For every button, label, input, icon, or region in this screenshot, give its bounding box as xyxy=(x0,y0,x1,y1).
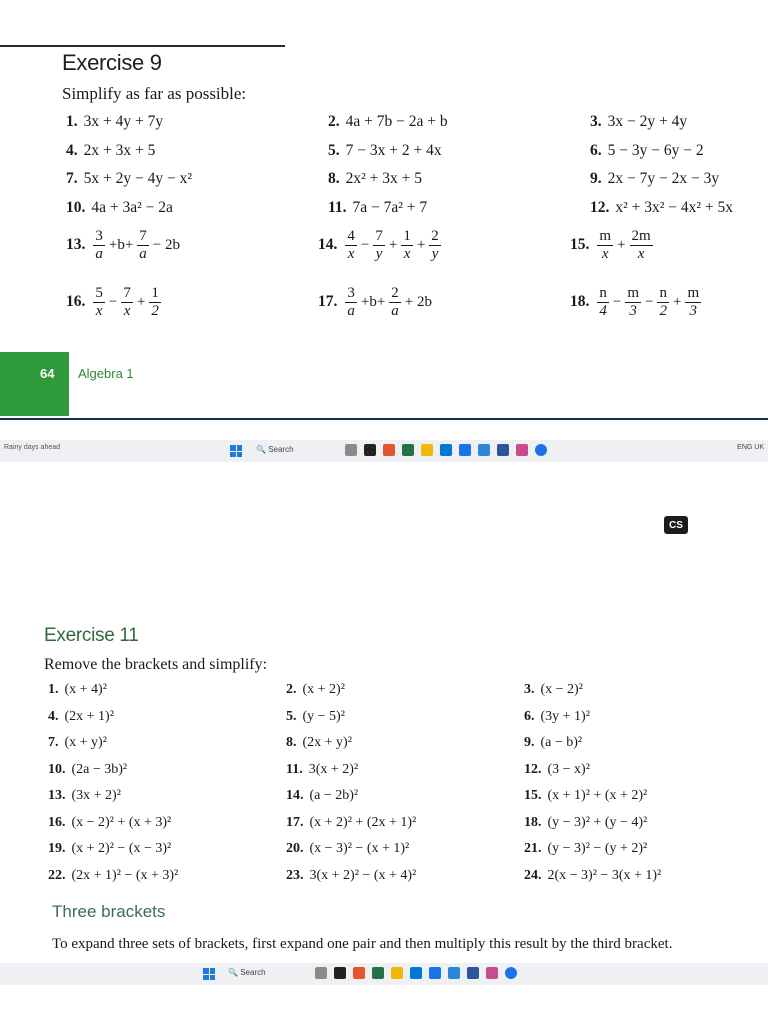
numerator: 7 xyxy=(375,228,383,244)
problem-number: 22. xyxy=(48,867,66,883)
problem-number: 8. xyxy=(328,170,340,187)
problem-number: 18. xyxy=(524,814,542,830)
fraction xyxy=(93,285,105,319)
ex9-problem-1 xyxy=(66,113,163,131)
problem-number: 13. xyxy=(48,788,66,803)
problem-number: 24. xyxy=(524,867,542,883)
problem-number: 3. xyxy=(590,113,602,130)
ex9-problem-4 xyxy=(66,142,155,160)
problem-number: 19. xyxy=(48,841,66,856)
app-icon[interactable] xyxy=(334,967,346,979)
browser-icon[interactable] xyxy=(429,967,441,979)
operator: − xyxy=(360,236,370,253)
ex9-problem-3 xyxy=(590,113,687,131)
ex11-problem-12 xyxy=(524,762,590,778)
ex11-problem-22 xyxy=(48,868,178,884)
page-number-band xyxy=(0,352,69,416)
problem-expression: 2(x − 3)² − 3(x + 1)² xyxy=(547,867,662,883)
numerator: 3 xyxy=(347,285,355,301)
ex9-problem-15 xyxy=(570,228,655,262)
operator: +b+ xyxy=(108,236,134,253)
denominator: y xyxy=(431,245,439,262)
system-tray-lang[interactable]: ENG UK xyxy=(737,444,764,451)
numerator: 3 xyxy=(95,228,103,244)
problem-expression: x² + 3x² − 4x² + 5x xyxy=(615,198,734,216)
problem-number: 3. xyxy=(524,682,535,697)
problem-expression: (y − 5)² xyxy=(302,708,345,724)
ex9-problem-7 xyxy=(66,170,192,188)
ex11-problem-18 xyxy=(524,815,647,831)
ex11-problem-2 xyxy=(286,682,345,698)
numerator: 1 xyxy=(403,228,411,244)
footer-rule xyxy=(0,418,768,420)
problem-number: 6. xyxy=(524,708,535,724)
exercise-11-instruction: Remove the brackets and simplify: xyxy=(44,656,268,673)
problem-expression: (x − 3)² − (x + 1)² xyxy=(309,841,410,856)
denominator: 3 xyxy=(689,302,698,319)
ex9-problem-6 xyxy=(590,142,704,160)
problem-expression xyxy=(343,228,442,262)
problem-number: 17. xyxy=(318,293,338,310)
app-icon-2[interactable] xyxy=(516,444,528,456)
operator: + xyxy=(136,293,146,310)
fraction xyxy=(389,285,401,319)
problem-expression xyxy=(595,285,703,319)
problem-expression: (x − 2)² xyxy=(540,682,583,697)
fraction xyxy=(630,228,653,262)
problem-expression: (a − b)² xyxy=(540,735,583,750)
exercise-11-title: Exercise 11 xyxy=(44,625,139,646)
problem-number: 2. xyxy=(286,682,297,697)
three-brackets-text: To expand three sets of brackets, first expand one pair and then multiply this result by the third bracket. xyxy=(52,936,673,952)
operator: − xyxy=(108,293,118,310)
fraction xyxy=(597,285,609,319)
problem-number: 2. xyxy=(328,113,340,130)
denominator: x xyxy=(403,245,411,262)
browser-icon[interactable] xyxy=(459,444,471,456)
ex11-problem-17 xyxy=(286,815,416,831)
ex9-problem-13 xyxy=(66,228,182,262)
operator: − xyxy=(612,293,622,310)
ex9-problem-9 xyxy=(590,170,719,188)
numerator: m xyxy=(627,285,640,301)
taskbar-app-icons xyxy=(315,967,517,979)
ex11-problem-23 xyxy=(286,868,416,884)
ex9-problem-10 xyxy=(66,199,173,217)
problem-number: 11. xyxy=(328,198,347,216)
fraction xyxy=(685,285,701,319)
problem-number: 4. xyxy=(48,708,59,724)
denominator: x xyxy=(637,245,645,262)
denominator: x xyxy=(95,302,103,319)
photos-icon[interactable] xyxy=(410,967,422,979)
search-label: Search xyxy=(240,968,266,977)
ex11-problem-16 xyxy=(48,815,171,831)
problem-number: 10. xyxy=(66,198,86,216)
problem-expression: (x − 2)² + (x + 3)² xyxy=(71,814,172,830)
problem-number: 12. xyxy=(590,198,610,216)
photos-icon[interactable] xyxy=(440,444,452,456)
denominator: a xyxy=(95,245,103,262)
fraction xyxy=(93,228,105,262)
numerator: 7 xyxy=(139,228,147,244)
word-icon[interactable] xyxy=(467,967,479,979)
fraction xyxy=(373,228,385,262)
problem-expression: (x + 2)² + (2x + 1)² xyxy=(309,814,417,830)
numerator: 2 xyxy=(431,228,439,244)
fraction xyxy=(657,285,669,319)
edge-icon[interactable] xyxy=(448,967,460,979)
problem-expression: 4a + 3a² − 2a xyxy=(91,198,173,216)
ex9-problem-18 xyxy=(570,285,703,319)
weather-widget[interactable]: Rainy days ahead xyxy=(4,444,61,451)
denominator: a xyxy=(139,245,147,262)
ex11-problem-3 xyxy=(524,682,583,698)
ex11-problem-13 xyxy=(48,788,121,804)
exercise-9-instruction: Simplify as far as possible: xyxy=(62,84,247,103)
problem-number: 23. xyxy=(286,867,304,883)
ex11-problem-19 xyxy=(48,841,171,857)
problem-expression: 3(x + 2)² − (x + 4)² xyxy=(309,867,417,883)
operator: + 2b xyxy=(404,293,433,310)
problem-expression: (y − 3)² + (y − 4)² xyxy=(547,814,648,830)
problem-number: 6. xyxy=(590,141,602,159)
operator: + xyxy=(416,236,426,253)
windows-start-icon[interactable] xyxy=(203,968,215,980)
office-icon[interactable] xyxy=(353,967,365,979)
denominator: y xyxy=(375,245,383,262)
problem-number: 16. xyxy=(48,814,66,830)
problem-expression: 4a + 7b − 2a + b xyxy=(345,113,448,130)
problem-expression: (a − 2b)² xyxy=(309,788,359,803)
problem-number: 1. xyxy=(66,113,78,130)
operator: +b+ xyxy=(360,293,386,310)
problem-expression xyxy=(595,228,654,262)
office-icon[interactable] xyxy=(383,444,395,456)
denominator: x xyxy=(123,302,131,319)
fraction xyxy=(149,285,161,319)
ex9-problem-11 xyxy=(328,199,427,217)
app-icon[interactable] xyxy=(364,444,376,456)
ex11-problem-14 xyxy=(286,788,358,804)
problem-expression: (3 − x)² xyxy=(547,761,590,777)
ex11-problem-7 xyxy=(48,735,107,751)
denominator: a xyxy=(347,302,355,319)
problem-number: 21. xyxy=(524,841,542,856)
fraction xyxy=(401,228,413,262)
windows-start-icon[interactable] xyxy=(230,445,242,457)
denominator: x xyxy=(601,245,609,262)
operator: + xyxy=(388,236,398,253)
problem-number: 5. xyxy=(286,708,297,724)
fraction xyxy=(137,228,149,262)
numerator: 7 xyxy=(123,285,131,301)
numerator: n xyxy=(659,285,667,301)
search-label: Search xyxy=(268,445,294,454)
problem-number: 8. xyxy=(286,735,297,750)
ex9-problem-8 xyxy=(328,170,422,188)
problem-number: 7. xyxy=(66,170,78,187)
problem-number: 20. xyxy=(286,841,304,856)
numerator: 4 xyxy=(347,228,355,244)
problem-number: 5. xyxy=(328,141,340,159)
problem-number: 15. xyxy=(570,236,590,253)
word-icon[interactable] xyxy=(497,444,509,456)
folder-icon[interactable] xyxy=(391,967,403,979)
problem-expression: 3x + 4y + 7y xyxy=(83,113,164,130)
people-icon[interactable] xyxy=(345,444,357,456)
problem-expression: 7 − 3x + 2 + 4x xyxy=(345,141,442,159)
denominator: 2 xyxy=(659,302,667,319)
problem-number: 4. xyxy=(66,141,78,159)
ex11-problem-1 xyxy=(48,682,107,698)
ex9-problem-5 xyxy=(328,142,442,160)
problem-expression: 2x − 7y − 2x − 3y xyxy=(607,170,720,187)
chat-icon[interactable] xyxy=(535,444,547,456)
ex9-problem-14 xyxy=(318,228,443,262)
problem-number: 16. xyxy=(66,293,86,310)
ex11-problem-8 xyxy=(286,735,352,751)
denominator: 2 xyxy=(151,302,159,319)
problem-expression: (x + 1)² + (x + 2)² xyxy=(547,788,648,803)
operator: − xyxy=(645,293,654,310)
denominator: a xyxy=(391,302,399,319)
ex9-problem-2 xyxy=(328,113,448,131)
problem-number: 15. xyxy=(524,788,542,803)
problem-expression: (3x + 2)² xyxy=(71,788,121,803)
problem-number: 9. xyxy=(590,170,602,187)
numerator: 5 xyxy=(95,285,103,301)
problem-expression xyxy=(91,285,162,319)
problem-expression: (x + y)² xyxy=(64,735,107,750)
problem-number: 7. xyxy=(48,735,59,750)
fraction xyxy=(121,285,133,319)
numerator: m xyxy=(599,228,612,244)
operator: + xyxy=(672,293,682,310)
ex11-problem-4 xyxy=(48,709,114,725)
ex9-problem-16 xyxy=(66,285,163,319)
taskbar-search[interactable]: 🔍 Search xyxy=(256,445,294,454)
problem-expression: 2x + 3x + 5 xyxy=(83,141,156,159)
three-brackets-heading: Three brackets xyxy=(52,902,166,921)
ex9-problem-17 xyxy=(318,285,434,319)
taskbar-search[interactable]: 🔍 Search xyxy=(228,968,266,977)
denominator: 3 xyxy=(629,302,637,319)
chat-icon[interactable] xyxy=(505,967,517,979)
denominator: 4 xyxy=(599,302,607,319)
problem-expression xyxy=(343,285,434,319)
denominator: x xyxy=(347,245,355,262)
problem-number: 1. xyxy=(48,682,59,697)
numerator: m xyxy=(687,285,700,301)
app-icon-2[interactable] xyxy=(486,967,498,979)
problem-expression: 7a − 7a² + 7 xyxy=(352,198,428,216)
problem-expression: (x + 4)² xyxy=(64,682,107,697)
problem-number: 11. xyxy=(286,761,303,777)
fraction xyxy=(345,285,357,319)
ex11-problem-24 xyxy=(524,868,661,884)
problem-expression: (3y + 1)² xyxy=(540,708,590,724)
problem-expression: 3x − 2y + 4y xyxy=(607,113,688,130)
ex11-problem-10 xyxy=(48,762,127,778)
textbook-page-top xyxy=(0,0,768,468)
problem-number: 17. xyxy=(286,814,304,830)
edge-icon[interactable] xyxy=(478,444,490,456)
problem-number: 14. xyxy=(318,236,338,253)
problem-number: 14. xyxy=(286,788,304,803)
problem-number: 12. xyxy=(524,761,542,777)
problem-expression: (x + 2)² xyxy=(302,682,345,697)
people-icon[interactable] xyxy=(315,967,327,979)
ex11-problem-20 xyxy=(286,841,409,857)
problem-expression xyxy=(91,228,182,262)
excel-icon[interactable] xyxy=(402,444,414,456)
taskbar-app-icons xyxy=(345,444,547,456)
fraction xyxy=(345,228,357,262)
numerator: 2m xyxy=(631,228,651,244)
taskbar xyxy=(0,963,768,985)
ex11-problem-9 xyxy=(524,735,582,751)
problem-number: 9. xyxy=(524,735,535,750)
exercise-9-title: Exercise 9 xyxy=(62,50,162,75)
fraction xyxy=(429,228,441,262)
ex11-problem-6 xyxy=(524,709,590,725)
problem-number: 10. xyxy=(48,761,66,777)
top-rule xyxy=(0,45,285,47)
problem-expression: (y − 3)² − (y + 2)² xyxy=(547,841,648,856)
operator: + xyxy=(617,236,626,253)
numerator: 1 xyxy=(151,285,159,301)
problem-expression: 5 − 3y − 6y − 2 xyxy=(607,141,704,159)
problem-number: 13. xyxy=(66,236,86,253)
ex9-problem-12 xyxy=(590,199,733,217)
problem-expression: (x + 2)² − (x − 3)² xyxy=(71,841,172,856)
folder-icon[interactable] xyxy=(421,444,433,456)
numerator: n xyxy=(599,285,607,301)
fraction xyxy=(597,228,613,262)
ex11-problem-15 xyxy=(524,788,647,804)
excel-icon[interactable] xyxy=(372,967,384,979)
problem-expression: (2x + 1)² − (x + 3)² xyxy=(71,867,179,883)
ex11-problem-5 xyxy=(286,709,345,725)
problem-expression: 2x² + 3x + 5 xyxy=(345,170,423,187)
problem-number: 18. xyxy=(570,293,590,310)
ex11-problem-11 xyxy=(286,762,358,778)
numerator: 2 xyxy=(391,285,399,301)
problem-expression: (2a − 3b)² xyxy=(71,761,128,777)
page-number: 64 xyxy=(40,366,55,381)
problem-expression: 3(x + 2)² xyxy=(308,761,359,777)
fraction xyxy=(625,285,641,319)
problem-expression: (2x + 1)² xyxy=(64,708,114,724)
operator: − 2b xyxy=(152,236,181,253)
camscanner-badge: CS xyxy=(664,516,688,534)
book-title: Algebra 1 xyxy=(78,366,134,381)
problem-expression: 5x + 2y − 4y − x² xyxy=(83,170,192,187)
taskbar xyxy=(0,440,768,462)
ex11-problem-21 xyxy=(524,841,647,857)
problem-expression: (2x + y)² xyxy=(302,735,352,750)
